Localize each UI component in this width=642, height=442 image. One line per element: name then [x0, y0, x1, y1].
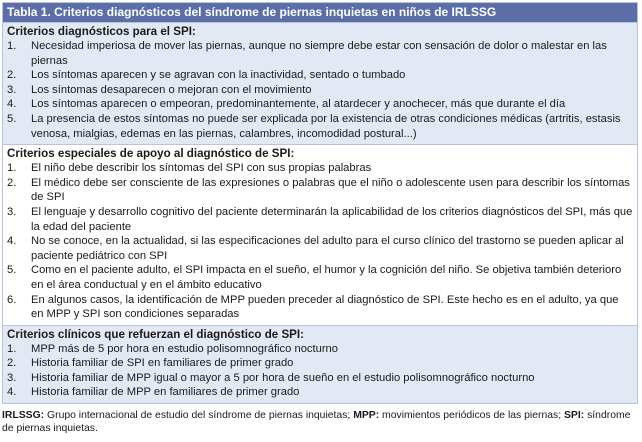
list-item — [7, 234, 633, 263]
abbr-spi: SPI: — [563, 410, 585, 421]
abbr-mpp: MPP: — [353, 410, 380, 421]
item-number: 2. — [7, 176, 17, 189]
list-item — [7, 371, 633, 386]
item-number: 1. — [7, 342, 17, 355]
item-text: MPP más de 5 por hora en estudio polisomnográfico nocturno — [31, 342, 339, 355]
item-text: El médico debe ser consciente de las expresiones o palabras que el niño o adolescente usen para describir los síntomas de SPI — [31, 176, 630, 204]
list-item — [7, 161, 633, 176]
item-number: 4. — [7, 386, 17, 399]
table-footnote — [2, 409, 638, 435]
item-text: Como en el paciente adulto, el SPI impacta en el sueño, el humor y la cognición del niño. Se objetiva también deterioro en el área conductual y en el ámbito educativo — [31, 264, 622, 291]
item-number: 6. — [7, 293, 17, 306]
item-text: El lenguaje y desarrollo cognitivo del paciente determinarán la aplicabilidad de los criterios diagnósticos del SPI, más que la edad del paciente — [31, 205, 633, 233]
section-diagnostic-criteria — [3, 22, 637, 144]
section-support-criteria — [3, 144, 637, 325]
list-item — [7, 97, 633, 112]
list-item — [7, 385, 633, 400]
item-number: 3. — [7, 205, 17, 218]
def-irlssg: Grupo internacional de estudio del síndrome de piernas inquietas; — [44, 410, 354, 421]
criteria-list — [7, 342, 633, 400]
item-text: El niño debe describir los síntomas del SPI con sus propias palabras — [31, 162, 372, 175]
item-number: 5. — [7, 112, 17, 125]
list-item — [7, 68, 633, 83]
list-item — [7, 342, 633, 357]
list-item — [7, 112, 633, 141]
def-mpp: movimientos periódicos de las piernas; — [379, 410, 564, 421]
list-item — [7, 263, 633, 292]
item-number: 2. — [7, 69, 17, 82]
item-text: Historia familiar de SPI en familiares de primer grado — [31, 357, 294, 370]
list-item — [7, 176, 633, 205]
criteria-list — [7, 39, 633, 141]
item-number: 5. — [7, 264, 17, 277]
list-item — [7, 205, 633, 234]
item-number: 2. — [7, 357, 17, 370]
item-text: Los síntomas aparecen y se agravan con la inactividad, sentado o tumbado — [31, 69, 406, 82]
item-text: Los síntomas aparecen o empeoran, predominantemente, al atardecer y anochecer, más que durante el día — [31, 98, 566, 111]
table-title: Tabla 1. Criterios diagnósticos del síndrome de piernas inquietas en niños de IRLSSG — [3, 3, 637, 22]
section-heading: Criterios diagnósticos para el SPI: — [7, 25, 196, 38]
item-text: Los síntomas desaparecen o mejoran con el movimiento — [31, 83, 312, 96]
list-item — [7, 356, 633, 371]
section-heading: Criterios especiales de apoyo al diagnóstico de SPI: — [7, 147, 295, 161]
item-text: No se conoce, en la actualidad, si las especificaciones del adulto para el curso clínico del trastorno se pueden aplicar al paciente pediátrico con SPI — [31, 235, 624, 262]
list-item — [7, 83, 633, 98]
item-text: Historia familiar de MPP en familiares de primer grado — [31, 386, 300, 399]
section-clinical-criteria — [3, 325, 637, 403]
item-text: La presencia de estos síntomas no puede ser explicada por la existencia de otras condiciones médicas (artritis, estasis venosa, mialgias, edemas en las piernas, calambres, incomodidad postural...) — [31, 112, 621, 140]
item-text: En algunos casos, la identificación de MPP pueden preceder al diagnóstico de SPI. Este hecho es en el adulto, ya que en MPP y SPI son condiciones separadas — [31, 293, 619, 321]
item-number: 4. — [7, 235, 17, 248]
criteria-table — [2, 2, 638, 404]
list-item — [7, 293, 633, 322]
item-number: 1. — [7, 162, 17, 175]
item-text: Historia familiar de MPP igual o mayor a 5 por hora de sueño en el estudio polisomnográfico nocturno — [31, 371, 535, 384]
item-number: 3. — [7, 83, 17, 96]
item-number: 1. — [7, 40, 17, 52]
def-spi: síndrome de piernas inquietas. — [2, 410, 631, 434]
item-text: Necesidad imperiosa de mover las piernas, aunque no siempre debe estar con sensación de dolor o malestar en las piernas — [31, 40, 607, 67]
item-number: 4. — [7, 98, 17, 111]
abbr-irlssg: IRLSSG: — [2, 410, 45, 421]
section-heading: Criterios clínicos que refuerzan el diagnóstico de SPI: — [7, 327, 304, 341]
list-item — [7, 39, 633, 68]
item-number: 3. — [7, 371, 17, 384]
criteria-list — [7, 161, 633, 322]
